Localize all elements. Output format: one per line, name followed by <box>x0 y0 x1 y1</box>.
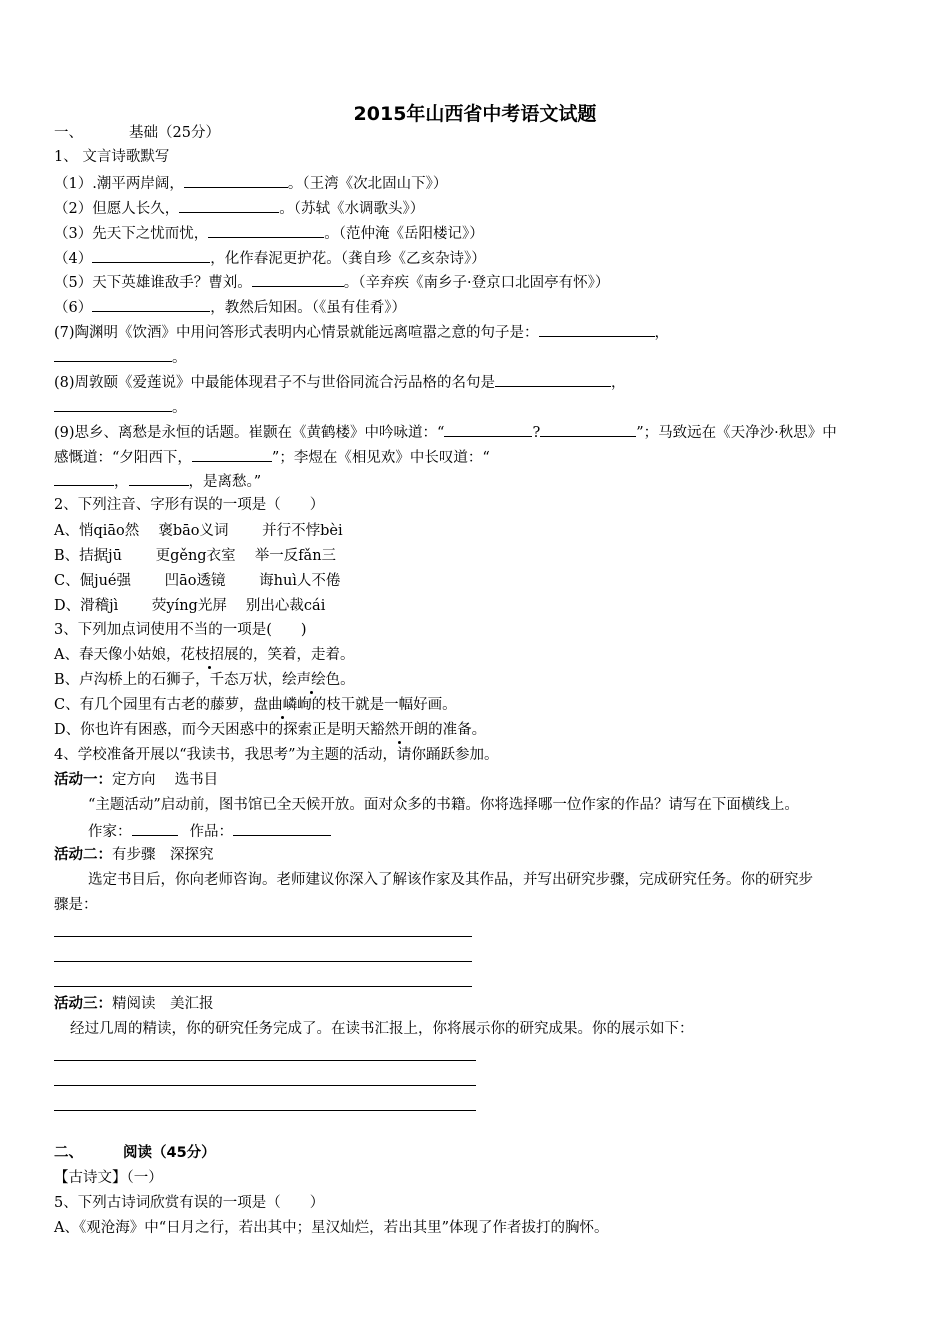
q1-text: ，教然后知困。（《虽有佳肴》） <box>210 300 406 316</box>
q3-option-b <box>54 670 355 690</box>
section-title: 基础（25分） <box>129 125 220 141</box>
answer-blank[interactable] <box>192 446 272 462</box>
q1-text: （5）天下英雄谁敌手？曹刘。 <box>54 275 252 291</box>
q1-heading: 1、 文言诗歌默写 <box>54 149 170 165</box>
q3-text: 的，笑着，走着。 <box>238 647 355 663</box>
q5-option-a: A、《观沧海》中“日月之行，若出其中；星汉灿烂，若出其里”体现了作者拔打的胸怀。 <box>54 1220 609 1236</box>
q1-text: 。 <box>172 350 187 366</box>
answer-blank[interactable] <box>252 271 344 287</box>
activity-three-heading <box>54 994 214 1014</box>
activity-label: 活动一： <box>54 772 112 788</box>
section-two-heading <box>54 1143 216 1163</box>
activity-three-text: 经过几周的精读，你的研究任务完成了。在读书汇报上，你将展示你的研究成果。你的展示如下： <box>70 1021 694 1037</box>
q3-text: A、春天像小姑娘， <box>54 647 181 663</box>
author-work-line <box>88 820 331 842</box>
q3-text: D、你也许有困惑，而今天困惑中的探索正是明天 <box>54 722 371 738</box>
answer-blank[interactable] <box>540 421 636 437</box>
q3-text: B、卢沟桥上的石狮子，千态万状， <box>54 672 283 688</box>
work-blank[interactable] <box>233 820 331 836</box>
answer-blank[interactable] <box>92 296 210 312</box>
answer-blank[interactable] <box>129 470 189 486</box>
q1-text: 感慨道：“夕阳西下， <box>54 450 192 466</box>
activity-label: 活动二： <box>54 847 112 863</box>
activity-one-heading <box>54 770 218 790</box>
answer-line[interactable] <box>54 936 472 937</box>
answer-blank[interactable] <box>54 346 172 362</box>
q1-text: （4） <box>54 251 93 267</box>
q1-text: 。（苏轼《水调歌头》） <box>279 201 425 217</box>
section-number: 二、 <box>54 1145 83 1161</box>
q1-text: ， <box>114 474 129 490</box>
dotted-word: 盘曲嶙峋 <box>253 697 312 713</box>
activity-two-text: 选定书目后，你向老师咨询。老师建议你深入了解该作家及其作品，并写出研究步骤，完成研究任务。你的研究步 <box>88 872 813 888</box>
q1-line-1 <box>54 172 447 194</box>
answer-blank[interactable] <box>184 172 288 188</box>
q1-text: 。（辛弃疾《南乡子·登京口北固亭有怀》） <box>343 275 610 291</box>
q1-line-8-cont <box>54 396 187 418</box>
q1-text: （1）.潮平两岸阔， <box>54 176 184 192</box>
q1-text: ”；李煜在《相见欢》中长叹道：“ <box>271 450 490 466</box>
answer-blank[interactable] <box>444 421 532 437</box>
q1-text: ， <box>654 325 670 341</box>
answer-line[interactable] <box>54 961 472 962</box>
answer-blank[interactable] <box>92 247 210 263</box>
answer-line[interactable] <box>54 1085 476 1086</box>
q5-heading: 5、下列古诗词欣赏有误的一项是（ ） <box>54 1195 325 1211</box>
activity-two-text-cont: 骤是： <box>54 897 98 913</box>
q1-text: ”；马致远在《天净沙·秋思》中 <box>636 425 837 441</box>
q2-option-b: B、拮据jū 更gěng衣室 举一反fǎn三 <box>54 548 337 564</box>
answer-line[interactable] <box>54 1110 476 1111</box>
q1-text: ，化作春泥更护花。（龚自珍《乙亥杂诗》） <box>210 251 486 267</box>
q3-text: C、有几个园里有古老的藤萝， <box>54 697 254 713</box>
work-label: 作品： <box>189 824 233 840</box>
q1-text: ，是离愁。” <box>188 474 262 490</box>
q2-heading: 2、下列注音、字形有误的一项是（ ） <box>54 497 325 513</box>
q1-text: ? <box>532 425 541 441</box>
author-label: 作家： <box>88 824 132 840</box>
q1-text: 。（范仲淹《岳阳楼记》） <box>324 226 484 242</box>
q1-line-11 <box>54 470 261 492</box>
q1-line-4 <box>54 247 486 269</box>
section-number: 一、 <box>54 125 83 141</box>
page-title: 2015年山西省中考语文试题 <box>353 103 597 125</box>
answer-blank[interactable] <box>208 222 324 238</box>
answer-blank[interactable] <box>54 396 172 412</box>
q1-line-5 <box>54 271 609 293</box>
q4-heading: 4、学校准备开展以“我读书，我思考”为主题的活动，请你踊跃参加。 <box>54 747 499 763</box>
activity-one-text: “主题活动”启动前，图书馆已全天候开放。面对众多的书籍。你将选择哪一位作家的作品？请写在下面横线上。 <box>88 797 799 813</box>
q1-text: 。（王湾《次北固山下》） <box>287 176 448 192</box>
q2-option-a: A、悄qiāo然 褒bāo义词 并行不悖bèi <box>54 523 343 539</box>
q2-option-d: D、滑稽jì 荧yíng光屏 别出心裁cái <box>54 598 326 614</box>
q2-option-c: C、倔jué强 凹āo透镜 诲huì人不倦 <box>54 573 341 589</box>
q3-text: 的枝干就是一幅好画。 <box>311 697 457 713</box>
q1-text: (9)思乡、离愁是永恒的话题。崔颢在《黄鹤楼》中吟咏道：“ <box>54 425 445 441</box>
answer-blank[interactable] <box>539 321 655 337</box>
q3-heading: 3、下列加点词使用不当的一项是( ) <box>54 622 307 638</box>
activity-title: 精阅读 美汇报 <box>112 996 214 1012</box>
author-blank[interactable] <box>132 820 178 836</box>
q1-line-2 <box>54 197 424 219</box>
dotted-word: 花枝招展 <box>180 647 239 663</box>
activity-label: 活动三： <box>54 996 112 1012</box>
answer-blank[interactable] <box>54 470 114 486</box>
answer-line[interactable] <box>54 986 472 987</box>
q1-line-3 <box>54 222 484 244</box>
q3-text: 。 <box>340 672 355 688</box>
q1-text: (8)周敦颐《爱莲说》中最能体现君子不与世俗同流合污品格的名句是 <box>54 375 496 391</box>
q1-line-9 <box>54 421 837 443</box>
q1-text: 。 <box>172 400 187 416</box>
section-two-subheading: 【古诗文】（一） <box>54 1170 163 1186</box>
dotted-word: 豁然开朗 <box>370 722 429 738</box>
answer-blank[interactable] <box>495 371 611 387</box>
activity-title: 定方向 选书目 <box>112 772 219 788</box>
q3-text: 的准备。 <box>428 722 487 738</box>
q1-line-7 <box>54 321 669 343</box>
q1-line-8 <box>54 371 626 393</box>
activity-title: 有步骤 深探究 <box>112 847 214 863</box>
q1-text: (7)陶渊明《饮酒》中用问答形式表明内心情景就能远离喧嚣之意的句子是： <box>54 325 539 341</box>
q1-text: （2）但愿人长久， <box>54 201 180 217</box>
answer-line[interactable] <box>54 1060 476 1061</box>
section-title: 阅读（45分） <box>123 1145 216 1161</box>
q3-option-a <box>54 645 354 665</box>
activity-two-heading <box>54 845 214 865</box>
q1-line-10 <box>54 446 490 468</box>
section-one-heading <box>54 123 220 143</box>
q1-line-6 <box>54 296 406 318</box>
q1-text: （3）先天下之忧而忧， <box>54 226 209 242</box>
answer-blank[interactable] <box>179 197 279 213</box>
q1-line-7-cont <box>54 346 187 368</box>
q1-text: ， <box>611 375 626 391</box>
q3-option-c <box>54 695 457 715</box>
dotted-word: 绘声绘色 <box>282 672 341 688</box>
q1-text: （6） <box>54 300 93 316</box>
q3-option-d <box>54 720 486 740</box>
